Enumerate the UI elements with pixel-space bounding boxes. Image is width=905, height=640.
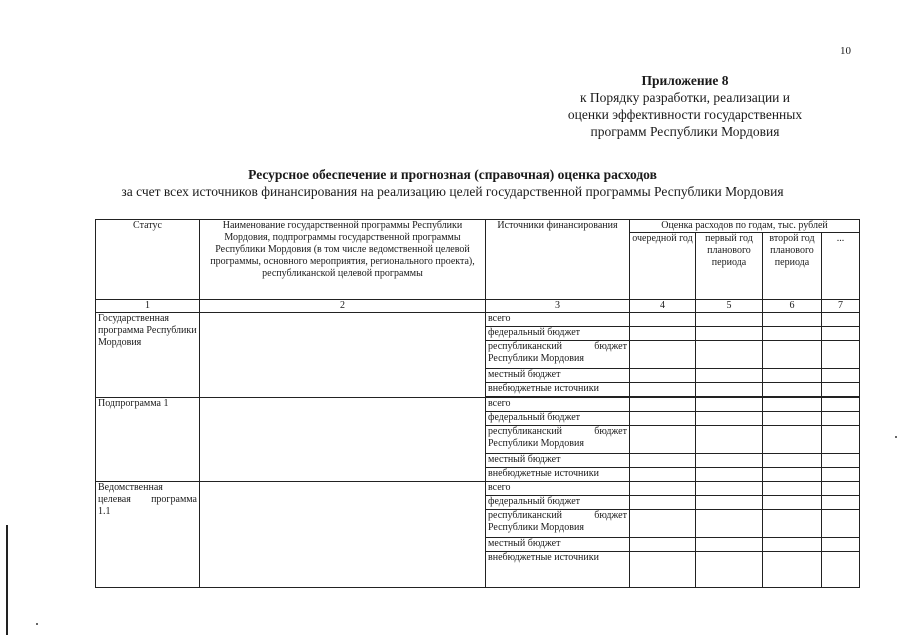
document-subtitle: за счет всех источников финансирования на реализацию целей государственной программы Республики Мордовия	[121, 184, 784, 199]
value-cell	[630, 482, 696, 496]
appendix-line: программ Республики Мордовия	[590, 124, 780, 139]
column-number: 4	[630, 300, 696, 313]
value-cell	[696, 383, 763, 397]
status-cell: Государственная программа Республики Мордовия	[96, 313, 200, 398]
name-cell	[200, 313, 486, 398]
value-cell	[696, 496, 763, 510]
source-republic-b: бюджет	[594, 510, 627, 521]
value-cell	[763, 496, 822, 510]
status-line-left: целевая	[98, 494, 131, 505]
value-cell	[822, 412, 860, 426]
source-republic	[486, 426, 630, 454]
value-cell	[763, 369, 822, 383]
value-cell	[630, 369, 696, 383]
value-cell	[763, 313, 822, 327]
value-cell	[696, 398, 763, 412]
source-republic-a: республиканский	[488, 341, 563, 352]
status-cell	[96, 482, 200, 588]
source-republic-a: республиканский	[488, 510, 563, 521]
source-federal: федеральный бюджет	[486, 496, 630, 510]
value-cell	[822, 454, 860, 468]
source-total: всего	[486, 398, 630, 412]
scan-dot	[36, 623, 38, 625]
value-cell	[696, 426, 763, 454]
value-cell	[822, 341, 860, 369]
source-republic-line2: Республики Мордовия	[488, 522, 584, 533]
value-cell	[696, 454, 763, 468]
value-cell	[822, 496, 860, 510]
header-year-plan1: первый год планового периода	[696, 233, 763, 300]
source-extra: внебюджетные источники	[486, 468, 630, 482]
value-cell	[696, 313, 763, 327]
value-cell	[630, 510, 696, 538]
column-number: 6	[763, 300, 822, 313]
column-number: 7	[822, 300, 860, 313]
source-local: местный бюджет	[486, 454, 630, 468]
value-cell	[822, 383, 860, 397]
source-extra: внебюджетные источники	[486, 383, 630, 397]
appendix-line: к Порядку разработки, реализации и	[579, 90, 791, 105]
value-cell	[630, 468, 696, 482]
column-number: 2	[200, 300, 486, 313]
header-name: Наименование государственной программы Республики Мордовия, подпрограммы государственной программы Республики Мордовия (в том числе ведомственной целевой программы, основного мероприятия, регионального проекта), республиканской целевой программы	[200, 220, 486, 300]
source-republic	[486, 341, 630, 369]
value-cell	[630, 327, 696, 341]
value-cell	[630, 383, 696, 397]
value-cell	[822, 538, 860, 552]
value-cell	[696, 369, 763, 383]
header-year-plan2: второй год планового периода	[763, 233, 822, 300]
value-cell	[630, 538, 696, 552]
status-line-right: программа	[151, 494, 197, 505]
value-cell	[630, 398, 696, 412]
value-cell	[763, 327, 822, 341]
value-cell	[696, 538, 763, 552]
name-cell	[200, 482, 486, 588]
source-local: местный бюджет	[486, 538, 630, 552]
value-cell	[763, 412, 822, 426]
source-republic-b: бюджет	[594, 426, 627, 437]
name-cell	[200, 398, 486, 482]
value-cell	[696, 341, 763, 369]
value-cell	[763, 552, 822, 588]
value-cell	[822, 552, 860, 588]
header-year-more: ...	[822, 233, 860, 300]
source-republic-line2: Республики Мордовия	[488, 438, 584, 449]
value-cell	[822, 313, 860, 327]
column-number: 5	[696, 300, 763, 313]
value-cell	[630, 454, 696, 468]
header-estimate: Оценка расходов по годам, тыс. рублей	[630, 220, 860, 233]
appendix-title: Приложение 8	[641, 73, 729, 88]
source-federal: федеральный бюджет	[486, 412, 630, 426]
value-cell	[763, 383, 822, 397]
value-cell	[630, 412, 696, 426]
value-cell	[630, 552, 696, 588]
value-cell	[696, 327, 763, 341]
status-line: 1.1	[98, 506, 111, 517]
value-cell	[822, 468, 860, 482]
header-year-next: очередной год	[630, 233, 696, 300]
value-cell	[822, 426, 860, 454]
appendix-block	[535, 72, 835, 140]
column-number: 1	[96, 300, 200, 313]
value-cell	[763, 482, 822, 496]
value-cell	[630, 426, 696, 454]
value-cell	[763, 426, 822, 454]
value-cell	[763, 468, 822, 482]
value-cell	[822, 398, 860, 412]
value-cell	[696, 510, 763, 538]
value-cell	[696, 552, 763, 588]
value-cell	[630, 496, 696, 510]
value-cell	[763, 341, 822, 369]
scan-dot	[895, 436, 897, 438]
header-status: Статус	[96, 220, 200, 300]
source-republic-line2: Республики Мордовия	[488, 353, 584, 364]
source-federal: федеральный бюджет	[486, 327, 630, 341]
document-title: Ресурсное обеспечение и прогнозная (справочная) оценка расходов	[248, 167, 657, 182]
value-cell	[696, 482, 763, 496]
value-cell	[822, 327, 860, 341]
value-cell	[763, 538, 822, 552]
value-cell	[630, 313, 696, 327]
source-local: местный бюджет	[486, 369, 630, 383]
value-cell	[763, 454, 822, 468]
source-total: всего	[486, 482, 630, 496]
appendix-line: оценки эффективности государственных	[567, 107, 803, 122]
resource-table	[95, 219, 860, 588]
header-sources: Источники финансирования	[486, 220, 630, 300]
value-cell	[763, 510, 822, 538]
value-cell	[822, 369, 860, 383]
page-number: 10	[840, 45, 851, 57]
source-republic-a: республиканский	[488, 426, 563, 437]
value-cell	[630, 341, 696, 369]
value-cell	[822, 510, 860, 538]
value-cell	[822, 482, 860, 496]
status-line: Ведомственная	[98, 482, 163, 493]
value-cell	[763, 398, 822, 412]
source-republic-b: бюджет	[594, 341, 627, 352]
source-republic	[486, 510, 630, 538]
value-cell	[696, 468, 763, 482]
column-number: 3	[486, 300, 630, 313]
source-extra: внебюджетные источники	[486, 552, 630, 588]
status-cell: Подпрограмма 1	[96, 398, 200, 482]
source-total: всего	[486, 313, 630, 327]
scan-edge-mark	[6, 525, 8, 635]
value-cell	[696, 412, 763, 426]
